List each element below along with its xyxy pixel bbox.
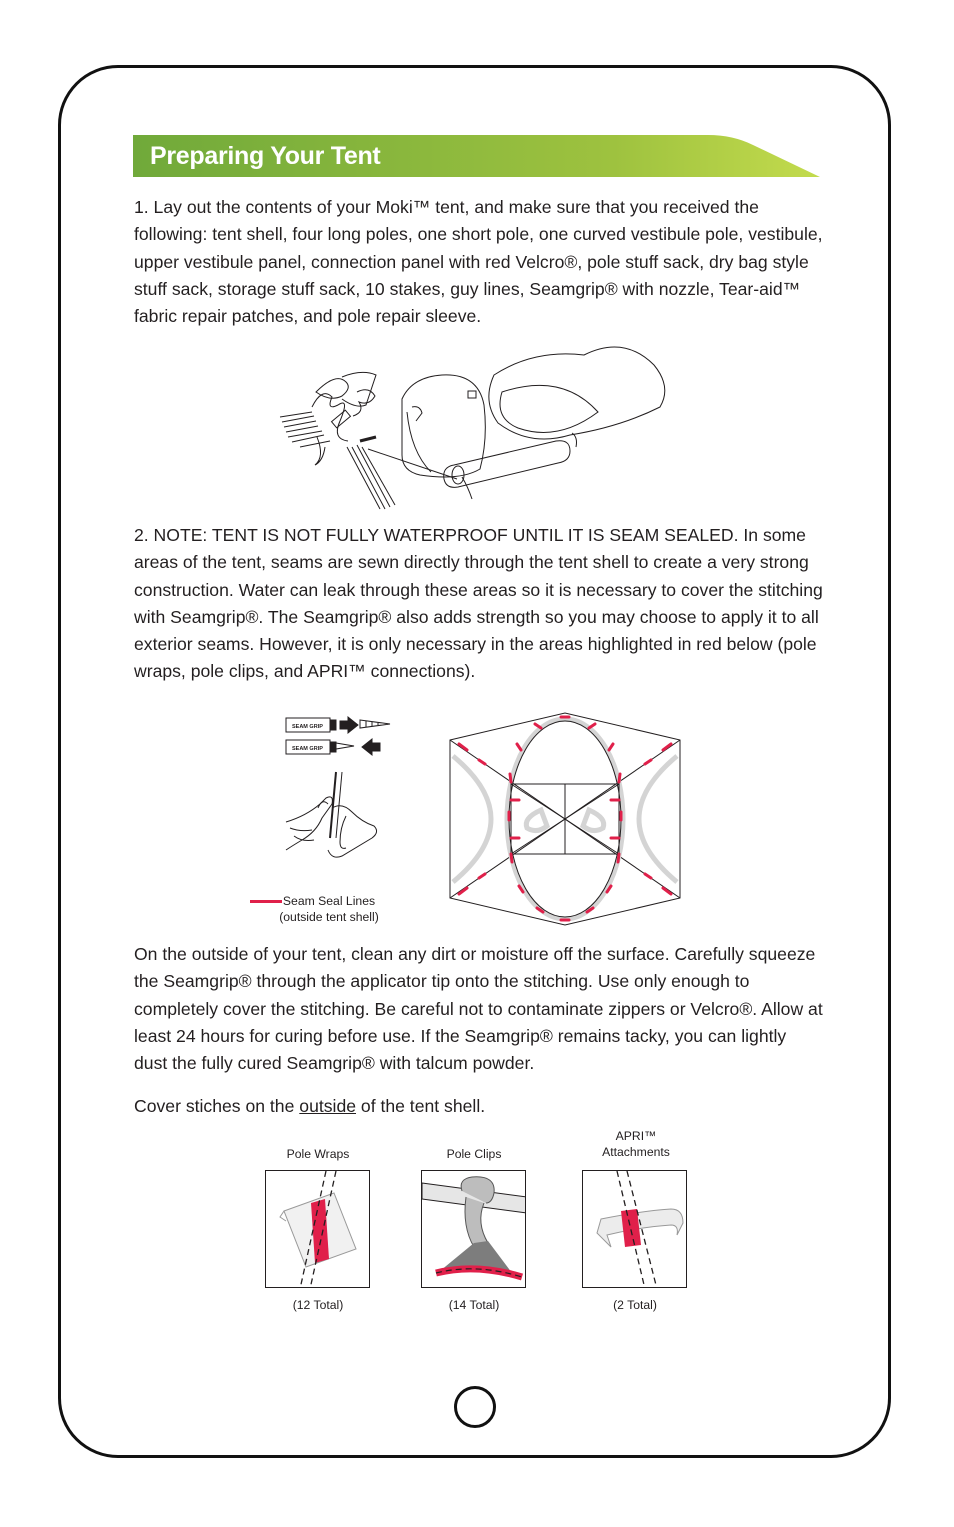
apri-attachments-label xyxy=(576,1128,696,1160)
section-title-bar xyxy=(133,135,823,179)
hand-2-icon xyxy=(328,806,377,857)
tube-label-2: SEAM GRIP xyxy=(292,746,323,752)
seamgrip-applicator-illustration xyxy=(276,712,396,872)
guy-lines-icon xyxy=(312,394,348,441)
cover-note-prefix: Cover stiches on the xyxy=(134,1096,300,1116)
page-title: Preparing Your Tent xyxy=(150,142,381,170)
step-2-paragraph: 2. NOTE: TENT IS NOT FULLY WATERPROOF UNTIL IT IS SEAM SEALED. In some areas of the tent, seams are sewn directly through the tent shell to create a very strong construction. Water can leak through these areas so it is necessary to cover the stitching with Seamgrip®. The Seamgrip® also adds strength so you may choose to apply it to all exterior seams. However, it is only necessary in the areas highlighted in red below (pole wraps, pole clips, and APRI™ connections). xyxy=(134,525,823,682)
pole-clips-label: Pole Clips xyxy=(446,1147,502,1161)
legend-line-2: (outside tent shell) xyxy=(279,910,379,924)
cover-note-emphasis: outside xyxy=(299,1096,357,1116)
step-1-paragraph: 1. Lay out the contents of your Moki™ tent, and make sure that you received the following: tent shell, four long poles, one short pole, one curved vestibule pole, vestibule, upper vestibule panel, connection panel with red Velcro®, pole stuff sack, dry bag style stuff sack, storage stuff sack, 10 stakes, guy lines, Seamgrip® with nozzle, Tear-aid™ fabric repair patches, and pole repair sleeve. xyxy=(134,197,823,327)
pole-stuff-sack-icon xyxy=(316,379,348,399)
hand-icon xyxy=(286,797,332,850)
dry-bag-icon xyxy=(402,375,485,477)
tent-top-view-diagram xyxy=(449,712,681,926)
apri-label-line-2: Attachments xyxy=(602,1145,670,1159)
apri-total: (2 Total) xyxy=(613,1298,657,1312)
tent-contents-illustration xyxy=(272,337,672,517)
stakes-icon xyxy=(280,412,330,447)
apri-attachments-detail xyxy=(582,1170,687,1288)
page-number-circle xyxy=(454,1386,496,1428)
cover-stitches-note xyxy=(134,1093,824,1120)
pole-clips-total: (14 Total) xyxy=(448,1298,500,1312)
pole-wraps-detail xyxy=(265,1170,370,1288)
seam-seal-legend-label xyxy=(268,893,390,925)
instructions-paragraph: On the outside of your tent, clean any dirt or moisture off the surface. Carefully squeeze the Seamgrip® through the applicator tip onto the stitching. Use only enough to completely cover the stitching. Be careful not to contaminate zippers or Velcro®. Allow at least 24 hours for curing before use. If the Seamgrip® remains tacky, you can lightly dust the fully cured Seamgrip® with talcum powder. xyxy=(134,944,823,1074)
apri-label-line-1: APRI™ xyxy=(615,1129,657,1143)
pole-clips-detail xyxy=(421,1170,526,1288)
cover-note-suffix: of the tent shell. xyxy=(356,1096,486,1116)
tube-label: SEAM GRIP xyxy=(292,724,323,730)
pole-wraps-total: (12 Total) xyxy=(292,1298,344,1312)
pole-wraps-label: Pole Wraps xyxy=(286,1147,350,1161)
legend-line-1: Seam Seal Lines xyxy=(282,894,376,908)
